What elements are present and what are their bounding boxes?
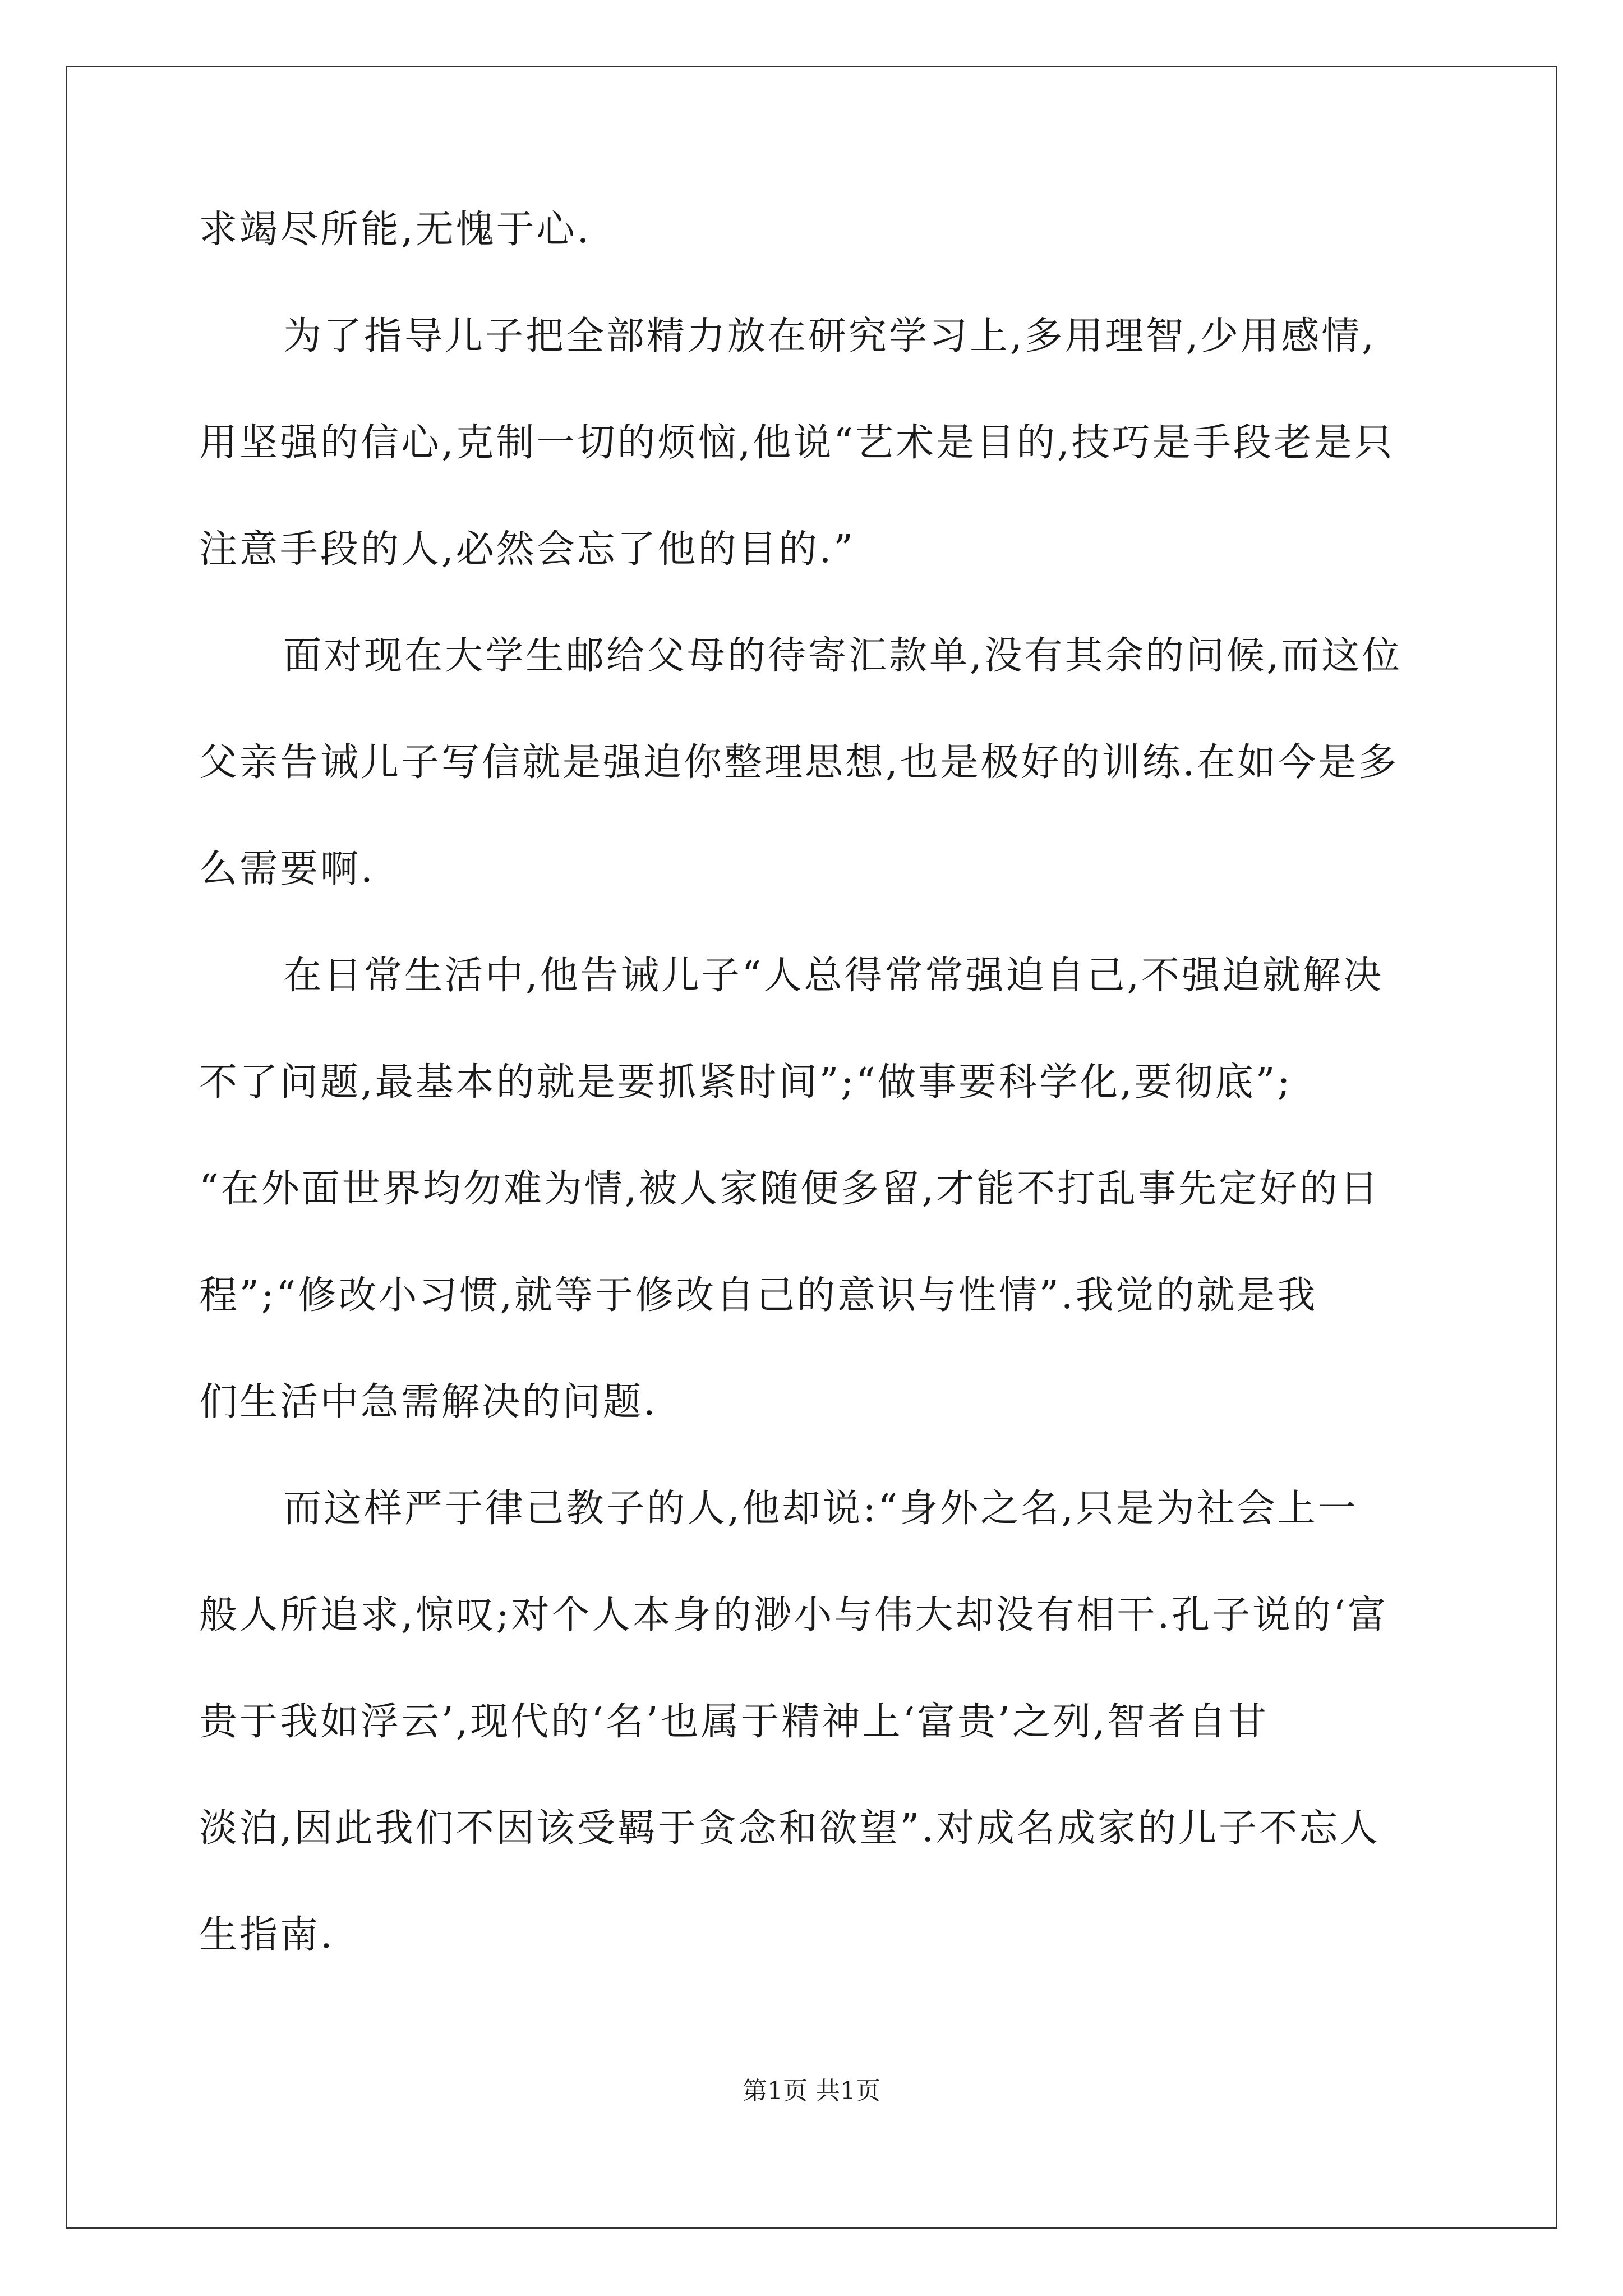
text-line: 求竭尽所能,无愧于心. bbox=[199, 208, 592, 252]
text-line: 而这样严于律己教子的人,他却说:“身外之名,只是为社会上一 bbox=[283, 1487, 1358, 1531]
text-line: 们生活中急需解决的问题. bbox=[199, 1380, 658, 1424]
text-line: 般人所追求,惊叹;对个人本身的渺小与伟大却没有相干.孔子说的‘富 bbox=[199, 1593, 1388, 1637]
text-line: 用坚强的信心,克制一切的烦恼,他说“艺术是目的,技巧是手段老是只 bbox=[199, 421, 1395, 465]
text-line: 不了问题,最基本的就是要抓紧时间”;“做事要科学化,要彻底”; bbox=[199, 1060, 1293, 1105]
text-line: 在日常生活中,他告诫儿子“人总得常常强迫自己,不强迫就解决 bbox=[283, 954, 1384, 998]
text-line: 注意手段的人,必然会忘了他的目的.” bbox=[199, 527, 855, 572]
text-line: 父亲告诫儿子写信就是强迫你整理思想,也是极好的训练.在如今是多 bbox=[199, 740, 1399, 785]
text-line: 程”;“修改小习惯,就等于修改自己的意识与性情”.我觉的就是我 bbox=[199, 1273, 1318, 1318]
text-line: 贵于我如浮云’,现代的‘名’也属于精神上‘富贵’之列,智者自甘 bbox=[199, 1700, 1269, 1744]
text-line: 淡泊,因此我们不因该受羁于贪念和欲望”.对成名成家的儿子不忘人 bbox=[199, 1806, 1380, 1851]
text-line: 么需要啊. bbox=[199, 847, 375, 891]
page-number-footer: 第1页 共1页 bbox=[743, 2077, 880, 2105]
text-line: 生指南. bbox=[199, 1913, 335, 1957]
text-line: “在外面世界均勿难为情,被人家随便多留,才能不打乱事先定好的日 bbox=[199, 1167, 1380, 1211]
text-line: 面对现在大学生邮给父母的待寄汇款单,没有其余的问候,而这位 bbox=[283, 634, 1403, 678]
text-line: 为了指导儿子把全部精力放在研究学习上,多用理智,少用感情, bbox=[283, 314, 1376, 358]
page-border bbox=[66, 66, 1557, 2229]
